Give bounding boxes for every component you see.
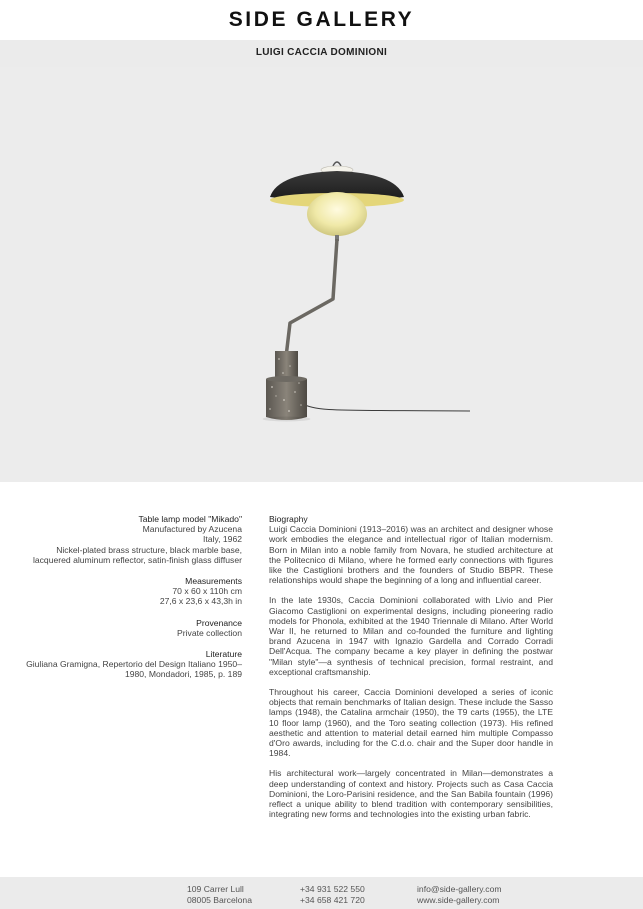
footer-contact: [417, 884, 502, 906]
biography-section: [269, 514, 553, 829]
provenance-value: Private collection: [177, 627, 242, 638]
manufacturer: Manufactured by Azucena: [142, 524, 242, 535]
measurements-label: Measurements: [185, 576, 242, 587]
biography-paragraph: His architectural work—largely concentrated in Milan—demonstrates a deep understanding of context and history. Projects such as Casa Caccia Dominioni, the Loro-Parisini residence, and the San Babila fountain (1996) reflect a unique ability to blend tradition with contemporary sensibilities, integrating new forms and technologies into the existing urban fabric.: [269, 768, 553, 820]
phone-number[interactable]: +34 658 421 720: [300, 895, 365, 905]
biography-paragraph: Luigi Caccia Dominioni (1913–2016) was an architect and designer whose work embodies the elegance and intellectual rigor of Italian modernism. Born in Milan into a noble family from Novara, he studied architecture at the Politecnico di Milano, where he formed early connections with figures like the Castiglioni brothers and the founders of Studio BBPR. These relationships would shape the beginning of a long and influential career.: [269, 524, 553, 586]
page-header: [0, 0, 643, 40]
provenance-block: [20, 618, 242, 638]
measurements-in: 27,6 x 23,6 x 43,3h in: [159, 596, 242, 607]
biography-heading: Biography: [269, 514, 308, 524]
literature-label: Literature: [205, 649, 242, 660]
email-link[interactable]: info@side-gallery.com: [417, 884, 502, 894]
literature-block: [20, 649, 242, 680]
address-line: 08005 Barcelona: [187, 895, 252, 905]
materials: Nickel-plated brass structure, black marble base, lacquered aluminum reflector, satin-finish glass diffuser: [32, 544, 242, 565]
table-lamp-illustration: [0, 67, 643, 482]
designer-bar: [0, 40, 643, 67]
product-photo: [0, 67, 643, 482]
measurements-block: [20, 576, 242, 607]
product-description: [20, 514, 242, 565]
page-footer: [0, 877, 643, 909]
footer-phones: [300, 884, 365, 906]
phone-number[interactable]: +34 931 522 550: [300, 884, 365, 894]
brand-logo: SIDE GALLERY: [228, 8, 415, 31]
measurements-cm: 70 x 60 x 110h cm: [172, 586, 242, 597]
footer-address: [187, 884, 252, 906]
product-title: Table lamp model "Mikado": [138, 514, 242, 524]
literature-value: Giuliana Gramigna, Repertorio del Design Italiano 1950–1980, Mondadori, 1985, p. 189: [26, 659, 242, 680]
biography-paragraph: In the late 1930s, Caccia Dominioni collaborated with Livio and Pier Giacomo Castiglioni on experimental designs, including pioneering radio models for Phonola, exhibited at the 1940 Triennale di Milano. After World War II, he returned to Milan and co-founded the furniture and lighting brand Azucena in 1947 with Ignazio Gardella and Corrado Corradi Dell'Acqua. The company became a key player in defining the postwar "Milan style"—a synthesis of technical precision, formal restraint, and exceptional craftsmanship.: [269, 595, 553, 677]
origin: Italy, 1962: [202, 534, 242, 545]
address-line: 109 Carrer Lull: [187, 884, 244, 894]
website-link[interactable]: www.side-gallery.com: [417, 895, 500, 905]
product-details: [20, 514, 242, 691]
designer-name: LUIGI CACCIA DOMINIONI: [255, 47, 388, 58]
provenance-label: Provenance: [196, 617, 242, 628]
biography-paragraph: Throughout his career, Caccia Dominioni developed a series of iconic objects that remain benchmarks of Italian design. These include the Sasso lamps (1948), the Catalina armchair (1950), the T9 carts (1955), the LTE 10 floor lamp (1960), and the Toro seating collection (1973). His refined aesthetic and attention to material detail earned him multiple Compasso d'Oro awards, including for the C.d.o. chair and the Super door handle in 1984.: [269, 687, 553, 759]
